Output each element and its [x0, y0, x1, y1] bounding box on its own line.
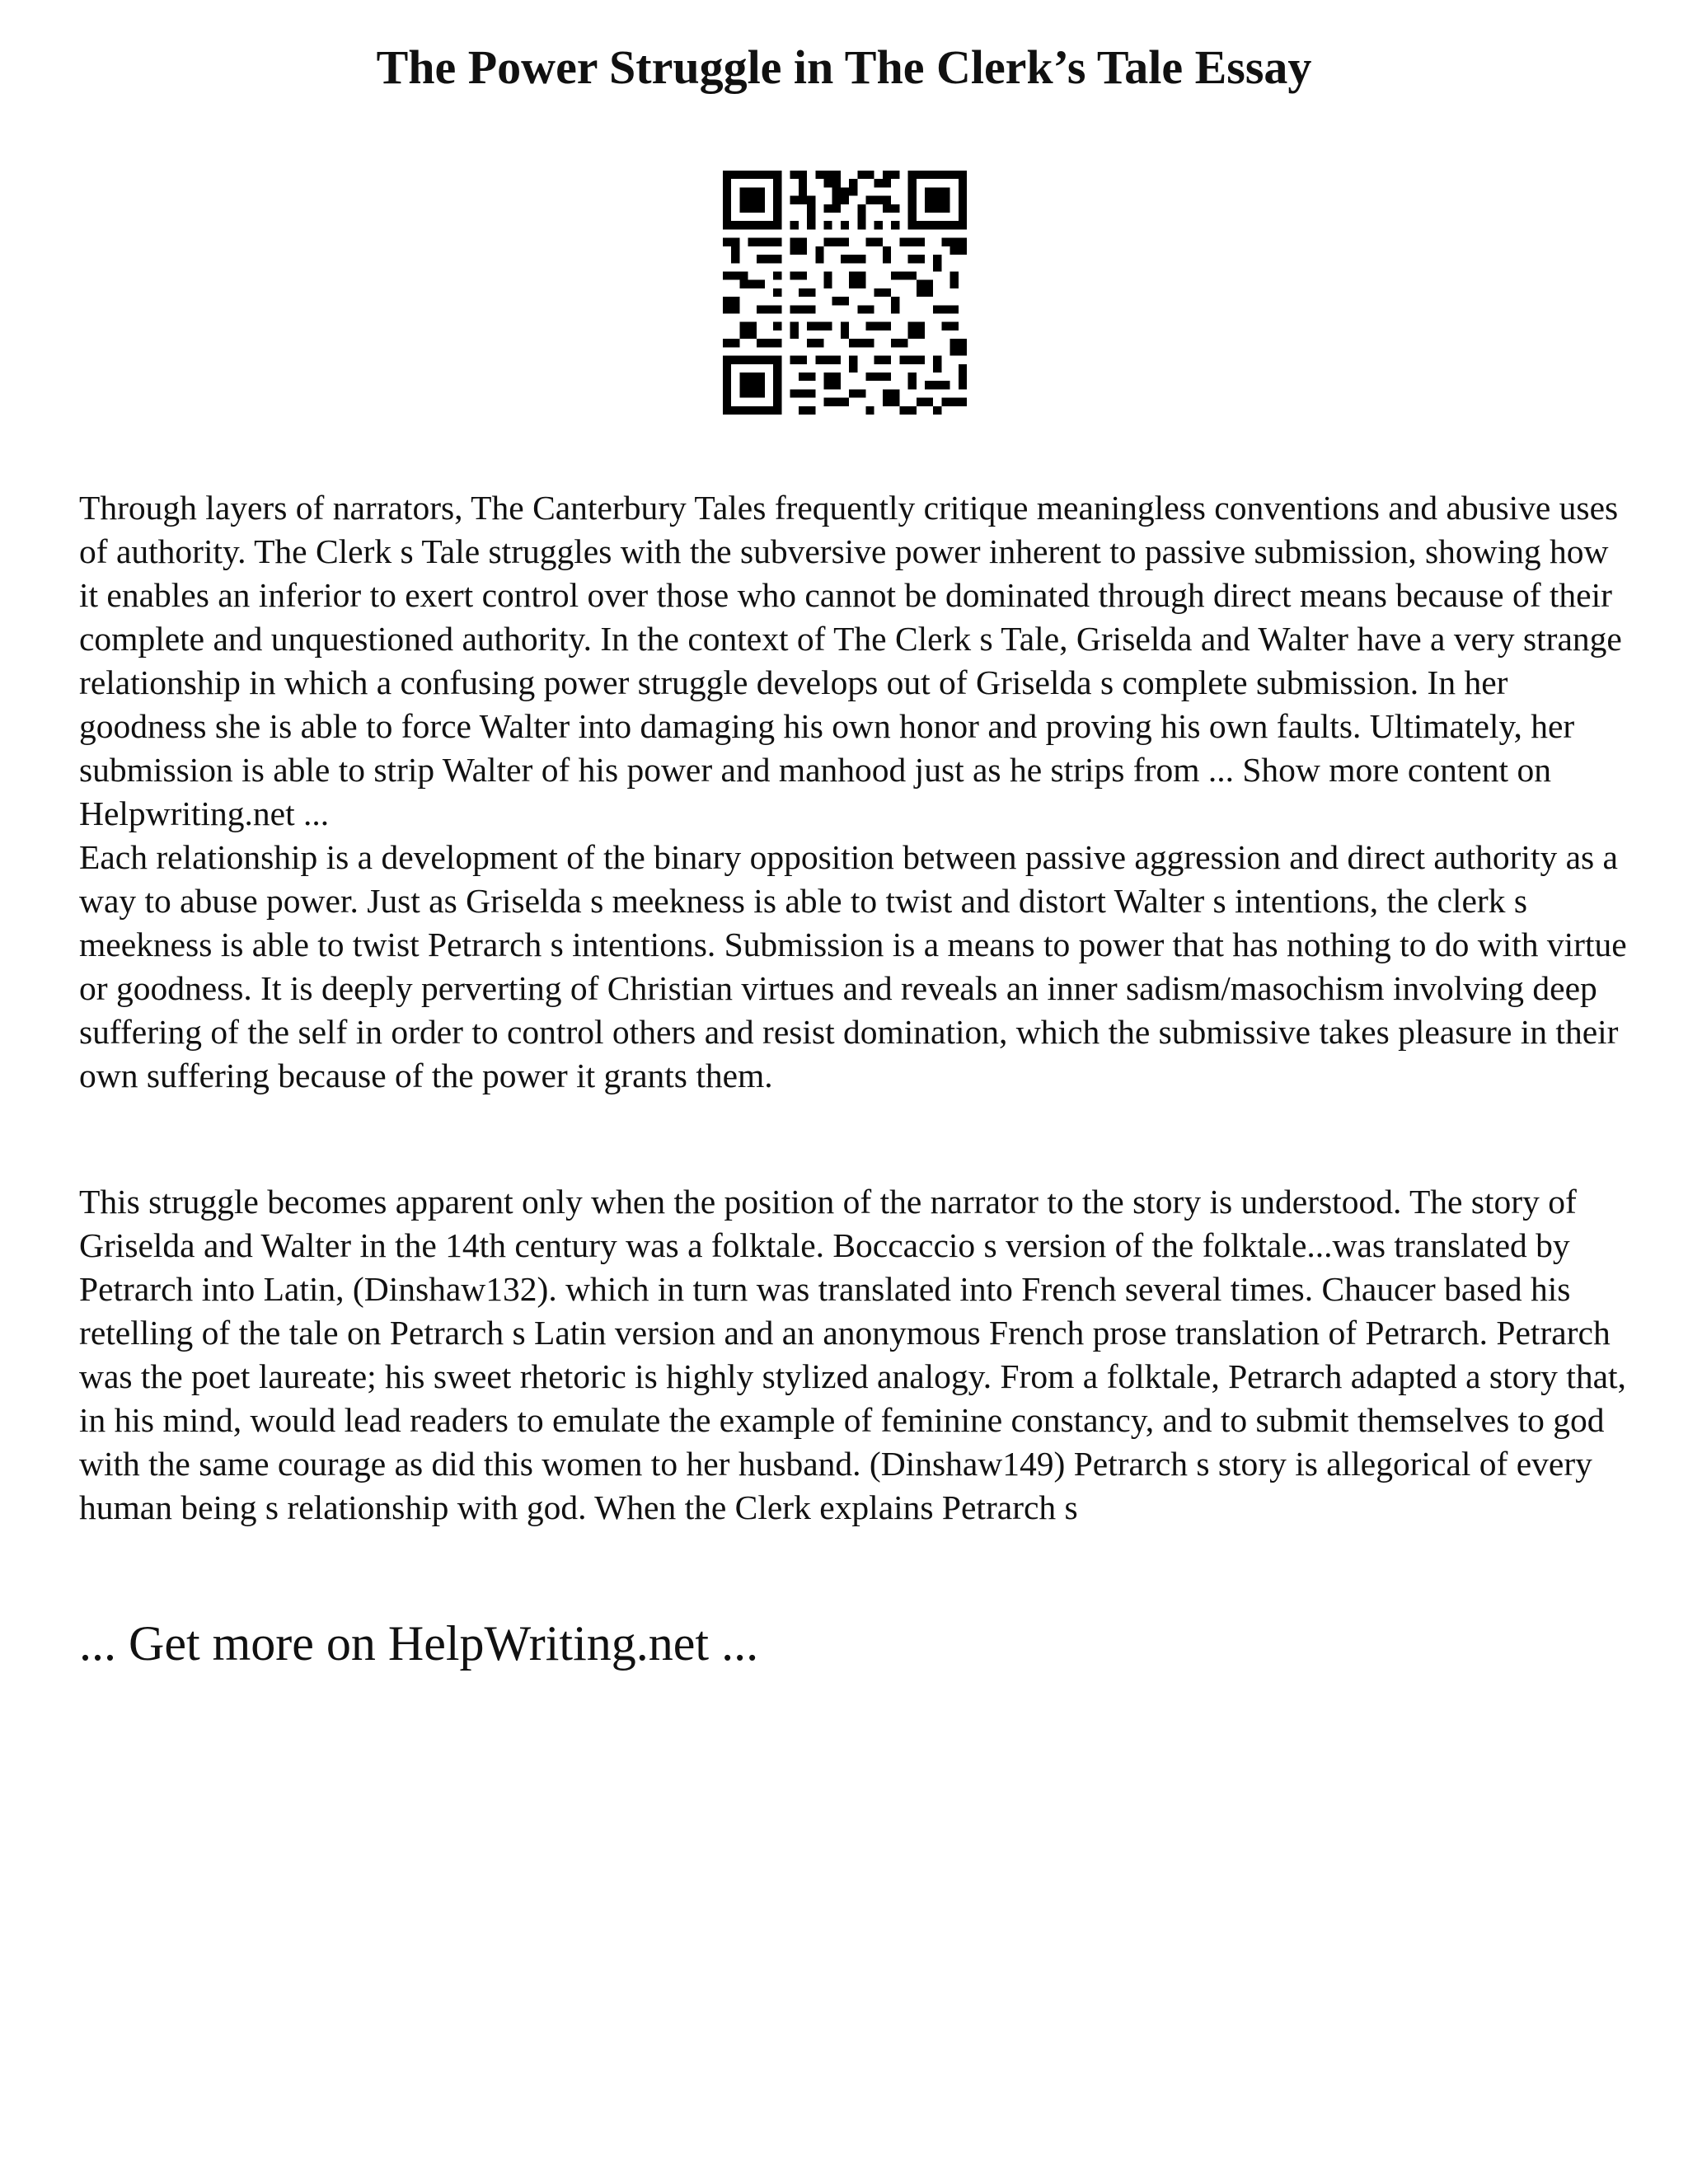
qr-code-icon: [723, 171, 967, 415]
document-title: The Power Struggle in The Clerk’s Tale Essay: [376, 40, 1312, 94]
paragraph-2-text: Each relationship is a development of the binary opposition between passive aggression and direct authority as a way to abuse power. Just as Griselda s meekness is able to twist and distort Walter s intentions, the clerk s meekness is able to twist Petrarch s intentions. Submission is a means to power that has nothing to do with virtue or goodness. It is deeply perverting of Christian virtues and reveals an inner sadism/masochism involving deep suffering of the self in order to control others and resist domination, which the submissive takes pleasure in their own suffering because of the power it grants them.: [79, 838, 1627, 1094]
essay-paragraph-2: This struggle becomes apparent only when the position of the narrator to the story is understood. The story of Griselda and Walter in the 14th century was a folktale. Boccaccio s version of the folktale...was translated by Petrarch into Latin, (Dinshaw132). which in turn was translated into French several times. Chaucer based his retelling of the tale on Petrarch s Latin version and an anonymous French prose translation of Petrarch. Petrarch was the poet laureate; his sweet rhetoric is highly stylized analogy. From a folktale, Petrarch adapted a story that, in his mind, would lead readers to emulate the example of feminine constancy, and to submit themselves to god with the same courage as did this women to her husband. (Dinshaw149) Petrarch s story is allegorical of every human being s relationship with god. When the Clerk explains Petrarch s: [79, 1183, 1626, 1526]
paragraph-1-text: Through layers of narrators, The Canterbury Tales frequently critique meaningless conventions and abusive uses of authority. The Clerk s Tale struggles with the subversive power inherent to passive submission, showing how it enables an inferior to exert control over those who cannot be dominated through direct means because of their complete and unquestioned authority. In the context of The Clerk s Tale, Griselda and Walter have a very strange relationship in which a confusing power struggle develops out of Griselda s complete submission. In her goodness she is able to force Walter into damaging his own honor and proving his own faults. Ultimately, her submission is able to strip Walter of his power and manhood just as he strips from ... Show more content on Helpwriting.net ...: [79, 489, 1622, 832]
get-more-link[interactable]: ... Get more on HelpWriting.net ...: [79, 1616, 759, 1671]
essay-paragraph-1: [79, 486, 1629, 1098]
